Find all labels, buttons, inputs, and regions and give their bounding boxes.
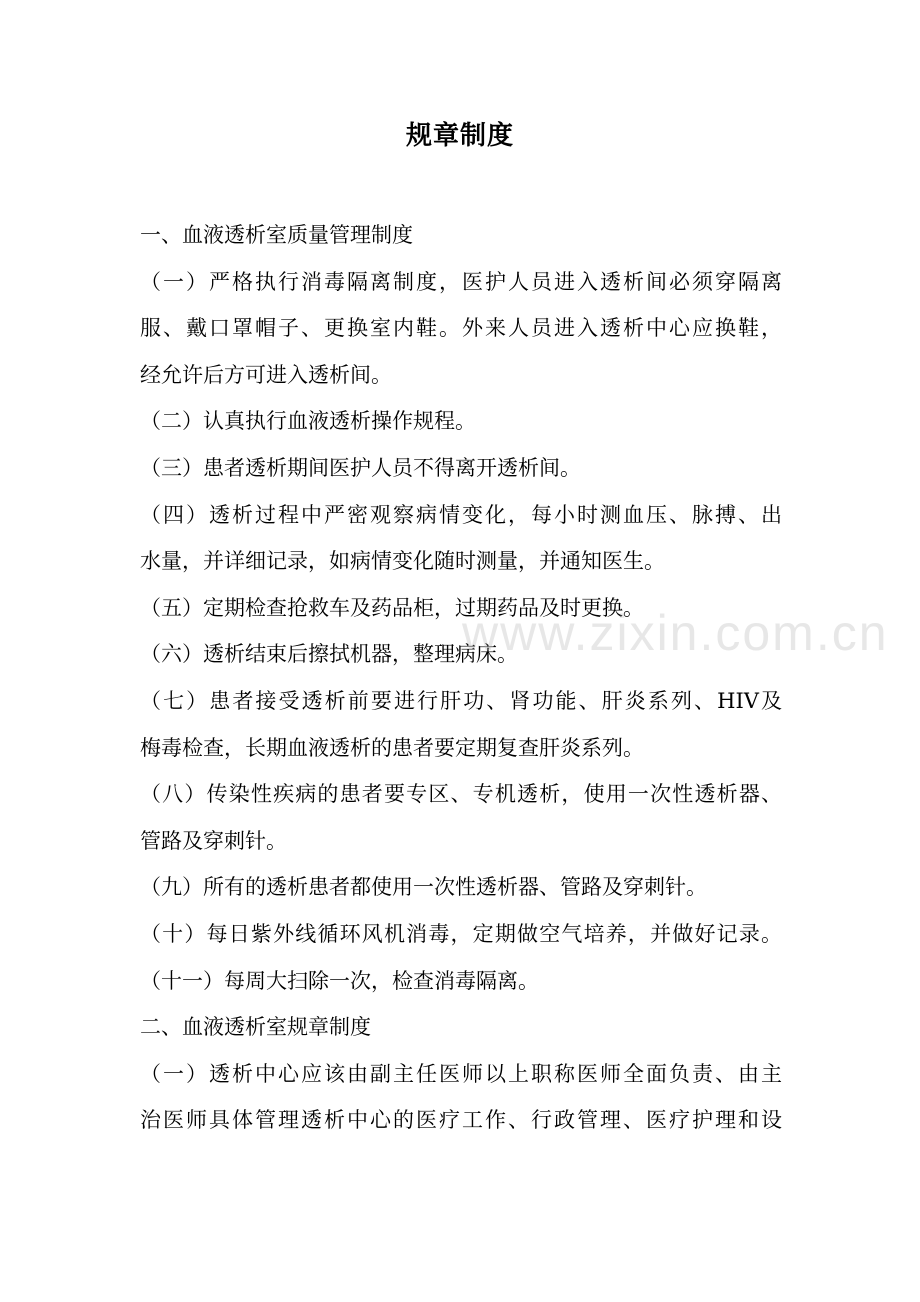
document-title: 规章制度	[405, 121, 514, 151]
body-line: 服、戴口罩帽子、更换室内鞋。外来人员进入透析中心应换鞋，	[140, 316, 782, 341]
body-line: （五）定期检查抢救车及药品柜，过期药品及时更换。	[140, 595, 644, 620]
body-line: （一）严格执行消毒隔离制度，医护人员进入透析间必须穿隔离	[140, 269, 782, 294]
watermark: www.zixin.com.cn	[462, 605, 889, 661]
body-line: （八）传染性疾病的患者要专区、专机透析，使用一次性透析器、	[140, 782, 782, 807]
body-line: （十一）每周大扫除一次，检查消毒隔离。	[140, 968, 539, 993]
body-line: （十）每日紫外线循环风机消毒，定期做空气培养，并做好记录。	[140, 921, 782, 946]
body-line: 梅毒检查，长期血液透析的患者要定期复查肝炎系列。	[140, 735, 644, 760]
body-line: 二、血液透析室规章制度	[140, 1015, 371, 1040]
body-line: （一）透析中心应该由副主任医师以上职称医师全面负责、由主	[140, 1061, 782, 1086]
document-body	[140, 212, 782, 1144]
body-line: （三）患者透析期间医护人员不得离开透析间。	[140, 455, 581, 480]
body-line: 水量，并详细记录，如病情变化随时测量，并通知医生。	[140, 549, 665, 574]
body-line: 一、血液透析室质量管理制度	[140, 223, 413, 247]
body-line: 治医师具体管理透析中心的医疗工作、行政管理、医疗护理和设	[140, 1108, 782, 1133]
body-line: （九）所有的透析患者都使用一次性透析器、管路及穿刺针。	[140, 875, 707, 900]
body-line: （六）透析结束后擦拭机器，整理病床。	[140, 642, 518, 667]
body-line: 经允许后方可进入透析间。	[140, 362, 392, 387]
body-line: （七）患者接受透析前要进行肝功、肾功能、肝炎系列、HIV及	[140, 688, 782, 713]
body-line: （四）透析过程中严密观察病情变化，每小时测血压、脉搏、出	[140, 502, 782, 527]
body-line: 管路及穿刺针。	[140, 828, 287, 853]
body-line: （二）认真执行血液透析操作规程。	[140, 409, 476, 434]
